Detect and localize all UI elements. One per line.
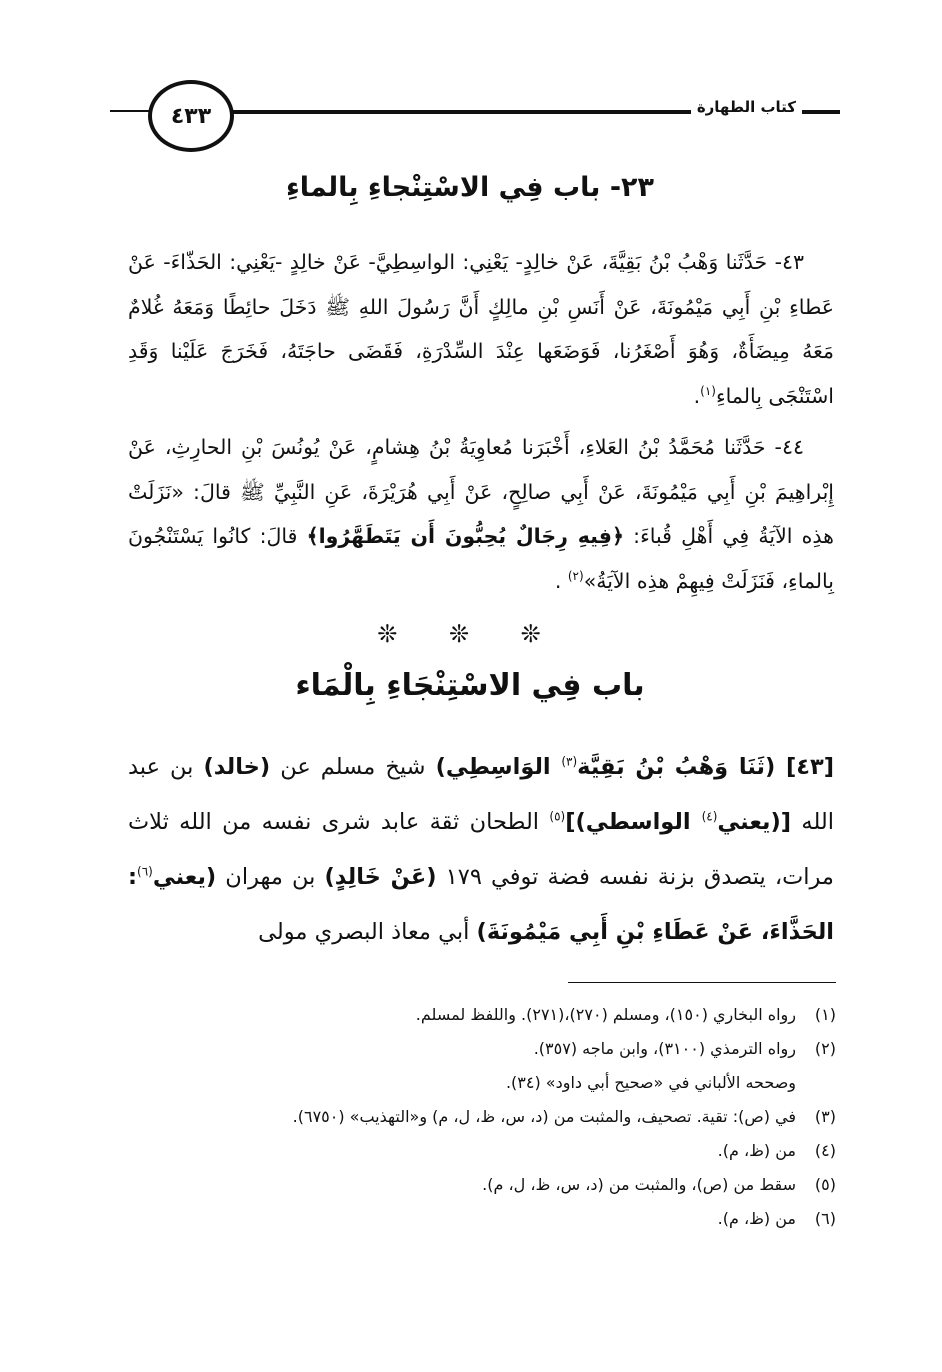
footnote-ref-2: (٢) — [567, 568, 584, 583]
footnote-text: من (ظ، م). — [717, 1209, 796, 1228]
footnote-text: رواه البخاري (١٥٠)، ومسلم (٢٧٠)،(٢٧١). واللفظ لمسلم. — [415, 1005, 796, 1024]
header-rule-left — [110, 110, 150, 112]
footnotes — [110, 998, 836, 1236]
footnote-text: سقط من (ص)، والمثبت من (د، س، ظ، ل، م). — [482, 1175, 796, 1194]
commentary-narrator-3: [(يعني — [717, 809, 792, 835]
footnote-number: (٣) — [814, 1107, 836, 1126]
hadith-44-text-a: ٤٤- حَدَّثَنا مُحَمَّدُ بْنُ العَلاءِ، أَخْبَرَنا مُعاوِيَةُ بْنُ هِشامٍ، عَنْ يُونُسَ بْنِ الحارِثِ، عَنْ إِبْراهِيمَ بْنِ أَبِي مَيْمُونَةَ، عَنْ أَبِي صالِحٍ، عَنْ أَبِي هُرَيْرَةَ، عَنِ النَّبِيِّ ﷺ قالَ: «نَزَلَتْ هذِه الآيَةُ فِي أَهْلِ قُباءَ: — [128, 435, 834, 548]
footnote-number: (٤) — [814, 1141, 836, 1160]
hadith-44-text-b: قالَ: كانُوا يَسْتَنْجُونَ بِالماءِ، فَنَزَلَتْ فِيهِمْ هذِه الآيَةُ» — [128, 524, 834, 593]
footnote-text: في (ص): تقية. تصحيف، والمثبت من (د، س، ظ، ل، م) و«التهذيب» (٦٧٥٠). — [292, 1107, 796, 1126]
footnote — [110, 1134, 836, 1168]
footnote — [110, 1202, 836, 1236]
footnote-ref-5: (٥) — [549, 809, 566, 824]
commentary-text: أبي معاذ البصري مولى — [258, 919, 477, 945]
commentary-narrator-7: : الحَذَّاءَ، عَنْ عَطَاءِ بْنِ أَبِي مَيْمُونَةَ) — [128, 864, 834, 945]
page-number: ٤٣٣ — [170, 103, 212, 129]
footnote — [110, 998, 836, 1032]
footnote — [110, 1100, 836, 1134]
running-header — [110, 80, 840, 150]
footnote-ref-3: (٣) — [561, 754, 578, 769]
footnote-text: وصححه الألباني في «صحيح أبي داود» (٣٤). — [505, 1073, 796, 1092]
footnote-number: (٦) — [814, 1209, 836, 1228]
footnote-number: (٢) — [814, 1039, 836, 1058]
commentary-narrator-1: الوَاسِطِي) — [435, 754, 562, 780]
commentary-narrator-6: (يعني — [152, 864, 217, 890]
commentary-text: الطحان ثقة عابد شرى نفسه من الله ثلاث مرات، يتصدق بزنة نفسه فضة توفي ١٧٩ — [128, 809, 834, 890]
page-number-ring — [148, 80, 234, 152]
footnote-ref-1: (١) — [700, 383, 716, 398]
footnote — [110, 1168, 836, 1202]
footnote-text: رواه الترمذي (٣١٠٠)، وابن ماجه (٣٥٧). — [533, 1039, 796, 1058]
commentary-text: بن عبد الله — [128, 754, 834, 835]
footnote — [110, 1032, 836, 1066]
footnote-ref-4: (٤) — [701, 809, 718, 824]
commentary-narrator-2: (خالد) — [203, 754, 271, 780]
hadith-44: ٤٤- حَدَّثَنا مُحَمَّدُ بْنُ العَلاءِ، أَخْبَرَنا مُعاوِيَةُ بْنُ هِشامٍ، عَنْ يُونُسَ بْنِ الحارِثِ، عَنْ إِبْراهِيمَ بْنِ أَبِي مَيْمُونَةَ، عَنْ أَبِي صالِحٍ، عَنْ أَبِي هُرَيْرَةَ، عَنِ النَّبِيِّ ﷺ قالَ: «نَزَلَتْ هذِه الآيَةُ فِي أَهْلِ قُباءَ: ﴿فِيهِ رِجَالٌ يُحِبُّونَ أَن يَتَطَهَّرُوا﴾ قالَ: كانُوا يَسْتَنْجُونَ بِالماءِ، فَنَزَلَتْ فِيهِمْ هذِه الآيَةُ»$^{(٢)}$ . — [128, 435, 834, 593]
commentary-title: باب فِي الاسْتِنْجَاءِ بِالْمَاء — [295, 668, 645, 703]
commentary-text: بن مهران — [216, 864, 325, 890]
footnote-number: (٥) — [814, 1175, 836, 1194]
commentary-narrator-4: الواسطي)] — [565, 809, 702, 835]
hadith-43: ٤٣- حَدَّثَنا وَهْبُ بْنُ بَقِيَّةَ، عَنْ خالِدٍ- يَعْنِي: الواسِطِيَّ- عَنْ خالِدٍ -يَعْنِي: الحَذّاءَ- عَنْ عَطاءِ بْنِ أَبِي مَيْمُونَةَ، عَنْ أَنَسِ بْنِ مالِكٍ أَنَّ رَسُولَ اللهِ ﷺ دَخَلَ حائِطًا وَمَعَهُ غُلامٌ مَعَهُ مِيضَأَةٌ، وَهُوَ أَصْغَرُنا، فَوَضَعَها عِنْدَ السِّدْرَةِ، فَقَضَى حاجَتَهُ، فَخَرَجَ عَلَيْنا وَقَدِ اسْتَنْجَى بِالماءِ$^{(١)}$. — [128, 250, 834, 408]
section-separator: ❊ ❊ ❊ — [377, 620, 563, 648]
footnote-continuation — [110, 1066, 836, 1100]
commentary-paragraph — [128, 740, 834, 960]
commentary-ref-43: [٤٣] (ثَنَا وَهْبُ بْنُ بَقِيَّة — [577, 754, 834, 780]
chapter-title: ٢٣- باب فِي الاسْتِنْجاءِ بِالماءِ — [286, 172, 654, 203]
footnote-ref-6: (٦) — [137, 864, 153, 879]
footnote-text: من (ظ، م). — [717, 1141, 796, 1160]
commentary-text: شيخ مسلم عن — [270, 754, 436, 780]
hadith-43-text: ٤٣- حَدَّثَنا وَهْبُ بْنُ بَقِيَّةَ، عَنْ خالِدٍ- يَعْنِي: الواسِطِيَّ- عَنْ خالِدٍ -يَعْنِي: الحَذّاءَ- عَنْ عَطاءِ بْنِ أَبِي مَيْمُونَةَ، عَنْ أَنَسِ بْنِ مالِكٍ أَنَّ رَسُولَ اللهِ ﷺ دَخَلَ حائِطًا وَمَعَهُ غُلامٌ مَعَهُ مِيضَأَةٌ، وَهُوَ أَصْغَرُنا، فَوَضَعَها عِنْدَ السِّدْرَةِ، فَقَضَى حاجَتَهُ، فَخَرَجَ عَلَيْنا وَقَدِ اسْتَنْجَى بِالماءِ — [128, 250, 834, 408]
quran-verse: ﴿فِيهِ رِجَالٌ يُحِبُّونَ أَن يَتَطَهَّرُوا﴾ — [306, 524, 624, 548]
footnote-number: (١) — [814, 1005, 836, 1024]
book-title: كتاب الطهارة — [691, 98, 802, 116]
footnote-separator — [568, 982, 836, 983]
commentary-narrator-5: (عَنْ خَالِدٍ) — [324, 864, 437, 890]
